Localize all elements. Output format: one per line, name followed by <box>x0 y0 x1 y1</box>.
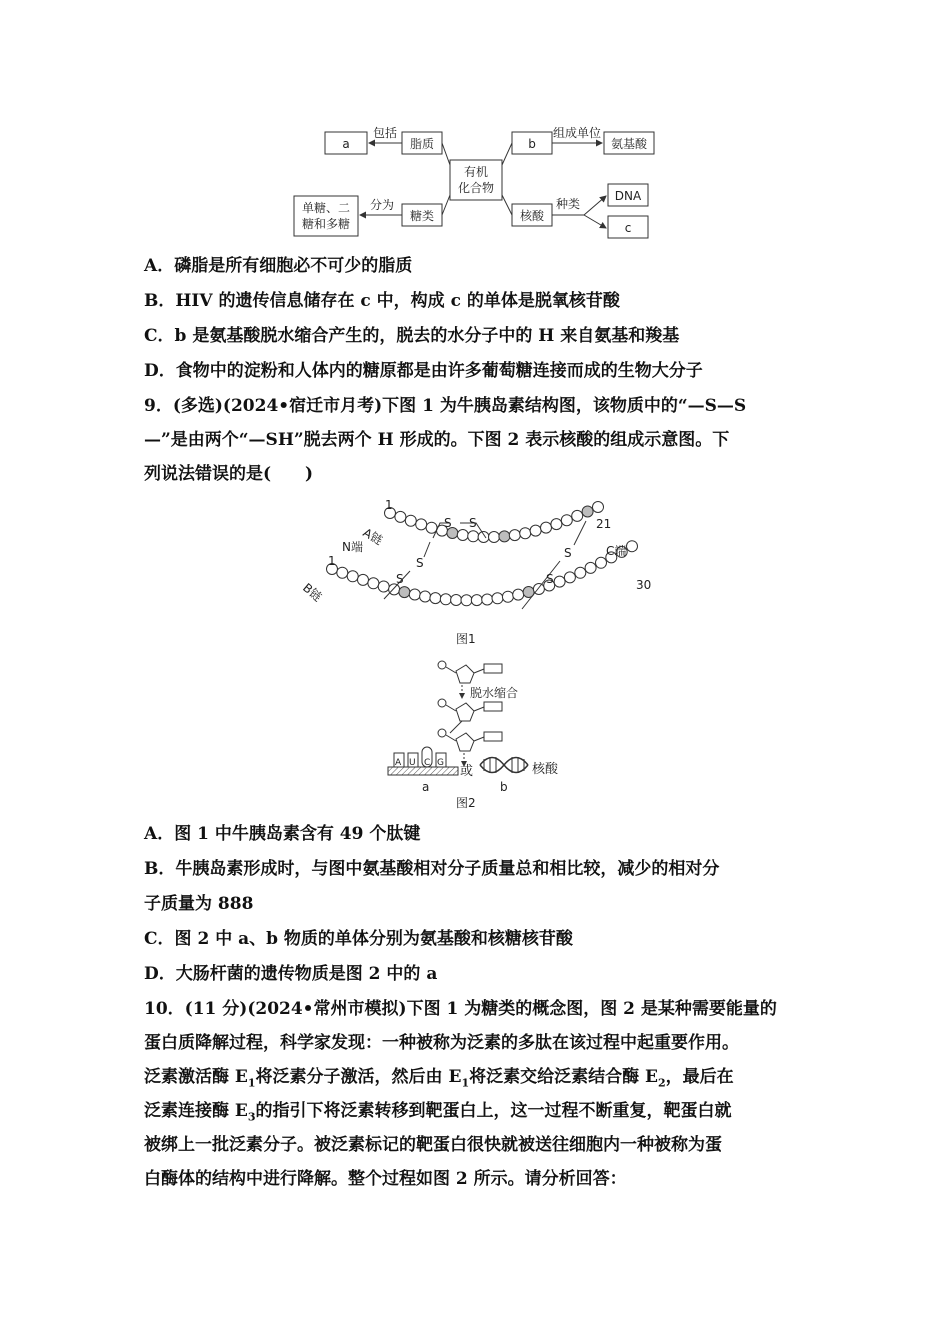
num-21: 21 <box>596 517 612 531</box>
q8-option-c: C．b 是氨基酸脱水缩合产生的，脱去的水分子中的 H 来自氨基和羧基 <box>144 326 680 346</box>
amino-acid-bead <box>585 562 596 573</box>
concept-map <box>290 120 670 245</box>
edge-types: 种类 <box>555 197 581 211</box>
q10-line3: 泛素激活酶 $E_1$将泛素分子激活，然后由 $E_1$将泛素交给泛素结合酶 $E_2$，最后在 <box>144 1067 734 1090</box>
node-sugars-label: 糖类 <box>409 209 435 223</box>
amino-acid-bead <box>461 595 472 606</box>
q8-option-d: D．食物中的淀粉和人体内的糖原都是由许多葡萄糖连接而成的生物大分子 <box>144 361 703 381</box>
q9-stem-line1: 9．(多选)(2024•宿迁市月考)下图 1 为牛胰岛素结构图，该物质中的“—S—S <box>144 396 747 416</box>
amino-acid-bead <box>482 594 493 605</box>
s-label-4: S <box>396 572 404 586</box>
q8-option-a: A．磷脂是所有细胞必不可少的脂质 <box>144 256 413 276</box>
amino-acid-bead <box>405 515 416 526</box>
amino-acid-bead <box>596 557 607 568</box>
amino-acid-bead <box>627 541 638 552</box>
chain-a-label: A链 <box>360 525 386 548</box>
edge-includes: 包括 <box>372 126 398 140</box>
chain-b-beads <box>327 541 638 606</box>
q9-stem-line2: —”是由两个“—SH”脱去两个 H 形成的。下图 2 表示核酸的组成示意图。下 <box>144 430 730 450</box>
amino-acid-bead <box>395 511 406 522</box>
nucleotide-3 <box>438 729 502 751</box>
amino-acid-bead <box>409 589 420 600</box>
amino-acid-bead <box>575 567 586 578</box>
monosaccharide-line2: 糖和多糖 <box>301 217 351 231</box>
chain-a-beads <box>385 502 604 543</box>
label-b: b <box>500 780 508 794</box>
amino-acid-bead <box>420 591 431 602</box>
center-line2: 化合物 <box>457 181 495 195</box>
s-label-3: S <box>416 556 424 570</box>
nucleic-figure <box>380 655 590 815</box>
chain-b-label: B链 <box>300 580 325 605</box>
amino-acid-bead <box>509 530 520 541</box>
insulin-figure <box>290 495 670 655</box>
n-end-label: N端 <box>342 540 363 554</box>
base-c: C <box>424 758 431 768</box>
amino-acid-bead <box>593 502 604 513</box>
amino-acid-bead <box>541 522 552 533</box>
s-label-1: S <box>444 516 452 530</box>
amino-acid-bead <box>520 528 531 539</box>
q10-line2: 蛋白质降解过程，科学家发现：一种被称为泛素的多肽在该过程中起重要作用。 <box>144 1033 739 1053</box>
q10-line5: 被绑上一批泛素分子。被泛素标记的靶蛋白很快就被送往细胞内一种被称为蛋 <box>144 1135 722 1155</box>
c-end-label: C端 <box>606 544 627 558</box>
num-1-b: 1 <box>328 554 336 568</box>
amino-acid-bead <box>564 572 575 583</box>
s-label-5: S <box>564 546 572 560</box>
amino-acid-bead <box>430 593 441 604</box>
s-label-6: S <box>546 572 554 586</box>
node-amino-acid-label: 氨基酸 <box>610 137 648 151</box>
q10-line4: 泛素连接酶 $E_3$的指引下将泛素转移到靶蛋白上，这一过程不断重复，靶蛋白就 <box>144 1101 732 1124</box>
q8-option-b: B．HIV 的遗传信息储存在 c 中，构成 c 的单体是脱氧核苷酸 <box>144 291 620 311</box>
amino-acid-bead <box>499 531 510 542</box>
amino-acid-bead <box>572 510 583 521</box>
edge-unit: 组成单位 <box>552 126 602 140</box>
amino-acid-bead <box>347 571 358 582</box>
amino-acid-bead <box>582 506 593 517</box>
amino-acid-bead <box>492 593 503 604</box>
num-1-a: 1 <box>385 498 393 512</box>
amino-acid-bead <box>358 574 369 585</box>
num-30: 30 <box>636 578 652 592</box>
amino-acid-bead <box>471 595 482 606</box>
amino-acid-bead <box>554 576 565 587</box>
nucleic-acid-label: 核酸 <box>532 762 559 777</box>
q9-option-b: B．牛胰岛素形成时，与图中氨基酸相对分子质量总和相比较，减少的相对分 <box>144 859 720 879</box>
edge-divided: 分为 <box>369 198 395 212</box>
amino-acid-bead <box>337 567 348 578</box>
amino-acid-bead <box>468 531 479 542</box>
amino-acid-bead <box>530 525 541 536</box>
or-label: 或 <box>460 764 474 779</box>
q9-option-a: A．图 1 中牛胰岛素含有 49 个肽键 <box>144 824 421 844</box>
amino-acid-bead <box>513 589 524 600</box>
base-u: U <box>409 758 416 768</box>
q10-line6: 白酶体的结构中进行降解。整个过程如图 2 所示。请分析回答： <box>144 1169 627 1189</box>
amino-acid-bead <box>378 581 389 592</box>
s-label-2: S <box>469 516 477 530</box>
amino-acid-bead <box>502 591 513 602</box>
center-line1: 有机 <box>463 165 489 179</box>
node-lipid-label: 脂质 <box>409 137 435 151</box>
amino-acid-bead <box>440 594 451 605</box>
node-c-label: c <box>624 221 632 235</box>
amino-acid-bead <box>368 578 379 589</box>
amino-acid-bead <box>416 519 427 530</box>
amino-acid-bead <box>399 587 410 598</box>
double-helix <box>480 757 528 773</box>
amino-acid-bead <box>457 530 468 541</box>
figure2-caption: 图2 <box>456 796 476 810</box>
amino-acid-bead <box>561 515 572 526</box>
dehydration-label: 脱水缩合 <box>470 686 519 700</box>
base-g: G <box>437 758 444 768</box>
amino-acid-bead <box>551 519 562 530</box>
node-a-label: a <box>342 137 350 151</box>
monosaccharide-line1: 单糖、二 <box>301 201 351 215</box>
figure1-caption: 图1 <box>456 632 476 646</box>
nucleotide-2 <box>438 699 502 721</box>
q9-option-b-cont: 子质量为 888 <box>144 894 254 914</box>
base-a: A <box>395 758 402 768</box>
amino-acid-bead <box>426 522 437 533</box>
amino-acid-bead <box>489 532 500 543</box>
q9-option-c: C．图 2 中 a、b 物质的单体分别为氨基酸和核糖核苷酸 <box>144 929 573 949</box>
node-b-label: b <box>528 137 536 151</box>
label-a: a <box>422 780 430 794</box>
node-nucleic-acid-label: 核酸 <box>519 209 545 223</box>
nucleotide-1 <box>438 661 502 683</box>
node-dna-label: DNA <box>614 189 642 203</box>
amino-acid-bead <box>451 595 462 606</box>
q10-line1: 10．(11 分)(2024•常州市模拟)下图 1 为糖类的概念图，图 2 是某种需要能量的 <box>144 999 777 1019</box>
q9-option-d: D．大肠杆菌的遗传物质是图 2 中的 a <box>144 964 438 984</box>
amino-acid-bead <box>478 532 489 543</box>
q9-stem-line3: 列说法错误的是( ) <box>144 464 314 484</box>
